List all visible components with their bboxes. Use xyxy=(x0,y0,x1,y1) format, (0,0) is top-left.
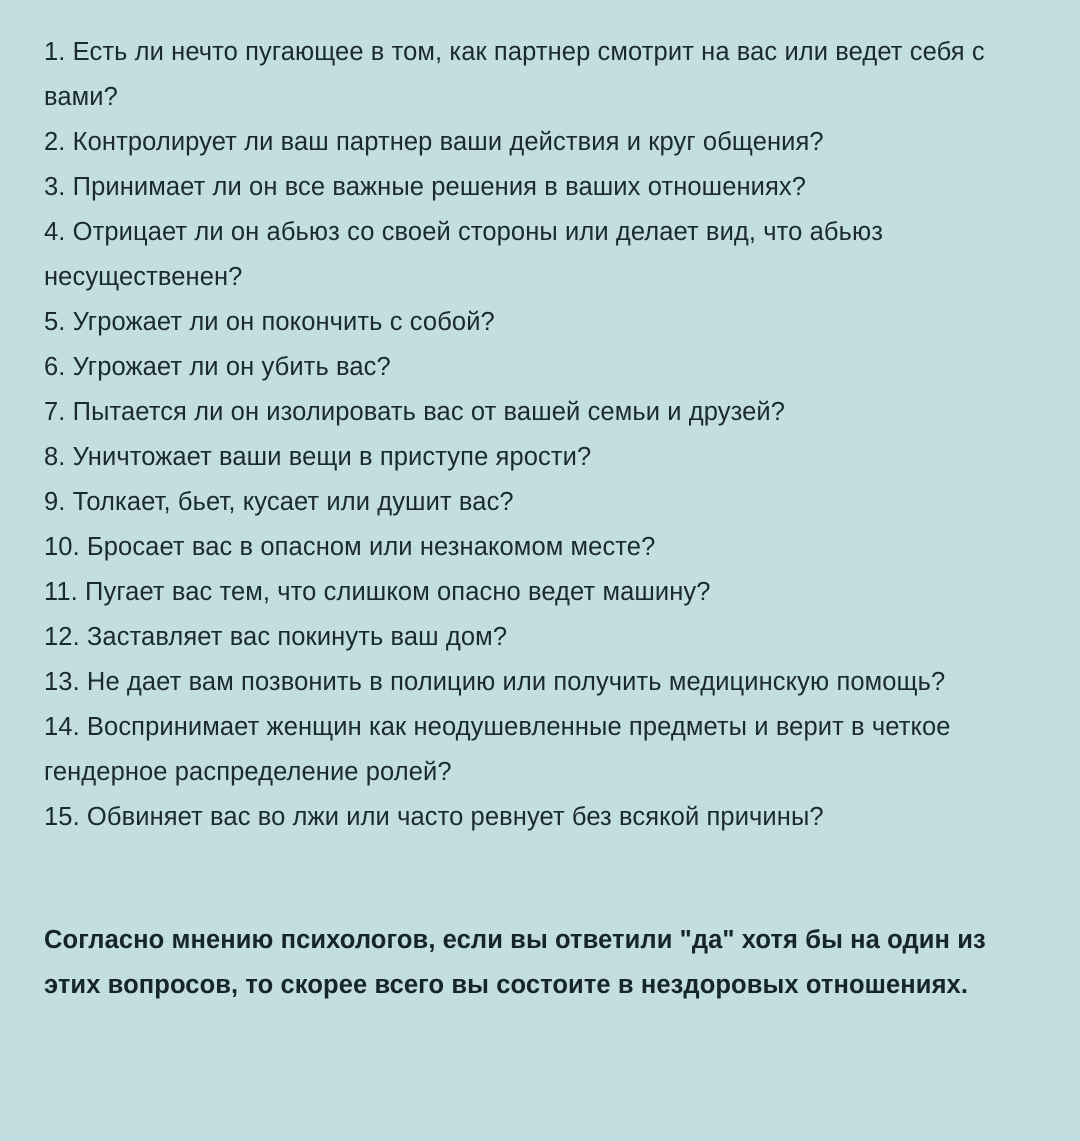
list-item: 2. Контролирует ли ваш партнер ваши действия и круг общения? xyxy=(44,128,824,156)
list-item: 9. Толкает, бьет, кусает или душит вас? xyxy=(44,488,514,516)
list-item: 10. Бросает вас в опасном или незнакомом месте? xyxy=(44,533,656,561)
list-item: 3. Принимает ли он все важные решения в ваших отношениях? xyxy=(44,173,807,201)
list-item: 6. Угрожает ли он убить вас? xyxy=(44,353,391,381)
list-item: 13. Не дает вам позвонить в полицию или получить медицинскую помощь? xyxy=(44,668,946,696)
list-item: 15. Обвиняет вас во лжи или часто ревнует без всякой причины? xyxy=(44,803,824,831)
list-item: 7. Пытается ли он изолировать вас от вашей семьи и друзей? xyxy=(44,398,786,426)
list-item: 12. Заставляет вас покинуть ваш дом? xyxy=(44,623,508,651)
list-item: 14. Воспринимает женщин как неодушевленные предметы и верит в четкое гендерное распределение ролей? xyxy=(44,713,951,786)
list-item: 1. Есть ли нечто пугающее в том, как партнер смотрит на вас или ведет себя с вами? xyxy=(44,38,985,111)
list-item: 4. Отрицает ли он абьюз со своей стороны или делает вид, что абьюз несущественен? xyxy=(44,218,883,291)
question-list xyxy=(44,30,1036,840)
list-item: 8. Уничтожает ваши вещи в приступе ярости? xyxy=(44,443,592,471)
conclusion-paragraph: Согласно мнению психологов, если вы ответили "да" хотя бы на один из этих вопросов, то скорее всего вы состоите в нездоровых отношениях. xyxy=(44,925,986,999)
list-item: 11. Пугает вас тем, что слишком опасно ведет машину? xyxy=(44,578,711,606)
section-divider xyxy=(44,840,1036,892)
list-item: 5. Угрожает ли он покончить с собой? xyxy=(44,308,495,336)
